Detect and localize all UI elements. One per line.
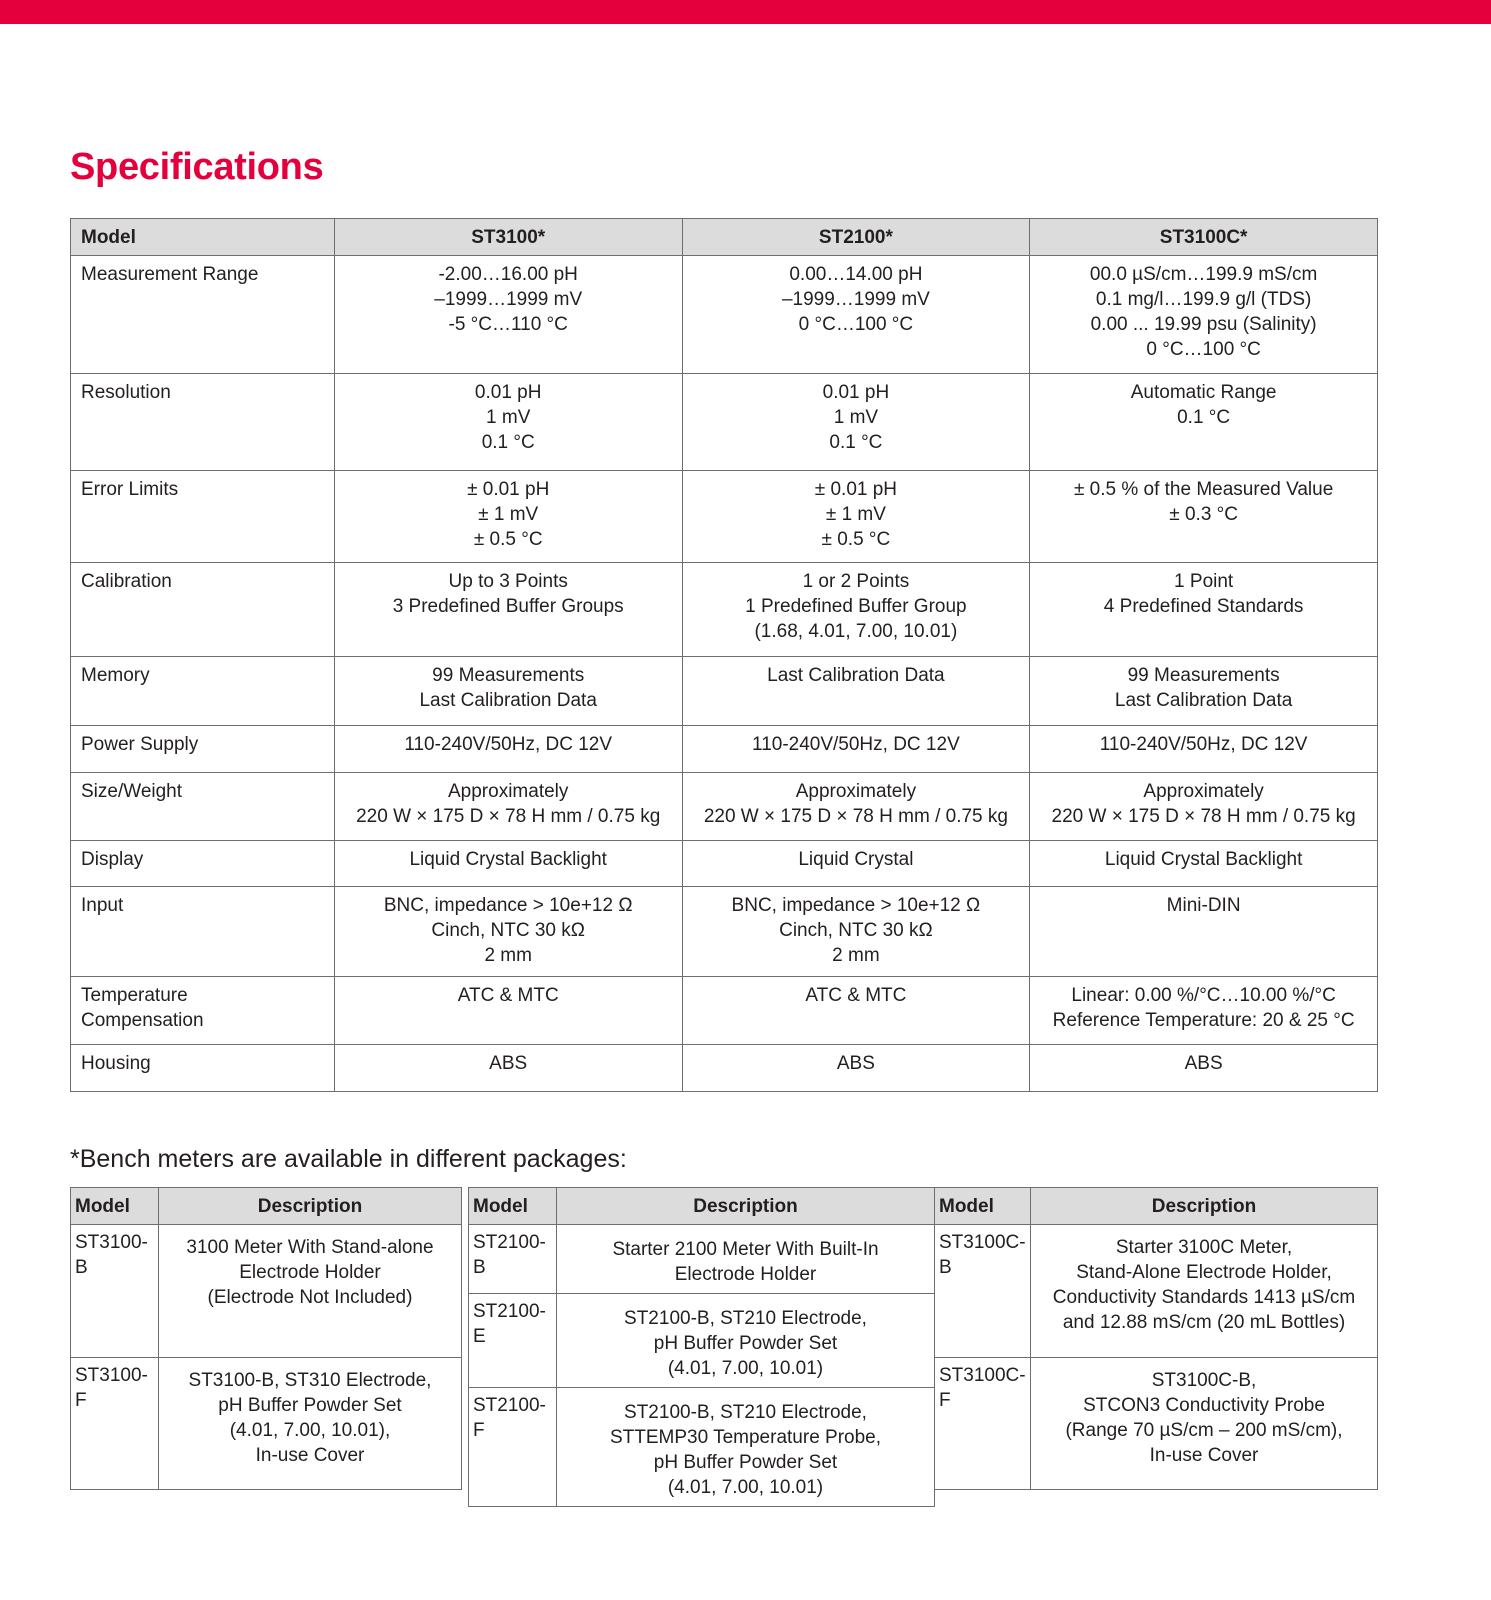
description-line: pH Buffer Powder Set (653, 1452, 838, 1473)
package-row (935, 1225, 1378, 1358)
spec-value-line: 0.1 °C (481, 432, 535, 453)
description-line: Electrode Holder (239, 1262, 381, 1283)
spec-value-line: –1999…1999 mV (781, 289, 930, 310)
spec-value-line: Approximately (795, 781, 917, 802)
package-row (469, 1294, 935, 1388)
description-line: (4.01, 7.00, 10.01) (667, 1477, 824, 1498)
description-line: ST3100C-B, (1151, 1370, 1257, 1391)
spec-cell (682, 471, 1030, 563)
label-line: Size/Weight (81, 781, 183, 802)
spec-value-line: Cinch, NTC 30 kΩ (431, 920, 585, 941)
spec-value-line: -2.00…16.00 pH (438, 264, 578, 285)
spec-value-line: 110-240V/50Hz, DC 12V (752, 734, 960, 755)
spec-value-line: ABS (489, 1053, 528, 1074)
spec-cell (334, 256, 682, 374)
spec-value-line: 1 mV (486, 407, 531, 428)
header-description: Description (159, 1188, 462, 1225)
spec-value-line: 99 Measurements (1127, 665, 1280, 686)
spec-row (71, 256, 1378, 374)
spec-cell (1030, 256, 1378, 374)
spec-cell (334, 657, 682, 726)
spec-cell (1030, 563, 1378, 657)
spec-row-label (71, 471, 335, 563)
spec-cell (1030, 773, 1378, 841)
spec-value-line: 1 mV (833, 407, 879, 428)
spec-value-line: Reference Temperature: 20 & 25 °C (1052, 1010, 1355, 1031)
spec-value-line: 1 Predefined Buffer Group (745, 596, 967, 617)
label-line: Temperature (81, 985, 188, 1006)
spec-row (71, 374, 1378, 471)
description-line: Conductivity Standards 1413 µS/cm (1052, 1287, 1356, 1308)
package-description (1031, 1358, 1378, 1490)
package-header-row (935, 1188, 1378, 1225)
spec-header-row (71, 219, 1378, 256)
spec-value-line: 00.0 µS/cm…199.9 mS/cm (1089, 264, 1318, 285)
description-line: Starter 2100 Meter With Built-In (612, 1239, 879, 1260)
spec-cell (682, 657, 1030, 726)
spec-value-line: Last Calibration Data (1114, 690, 1293, 711)
spec-value-line: 0.1 °C (829, 432, 883, 453)
spec-value-line: 0.1 mg/l…199.9 g/l (TDS) (1095, 289, 1312, 310)
spec-value-line: 0.1 °C (1177, 407, 1231, 428)
spec-row-label (71, 977, 335, 1045)
spec-row-label (71, 773, 335, 841)
package-table-st2100 (468, 1187, 935, 1507)
spec-cell (682, 256, 1030, 374)
spec-cell (334, 374, 682, 471)
spec-row (71, 841, 1378, 887)
spec-cell (1030, 841, 1378, 887)
packages-footnote: *Bench meters are available in different packages: (70, 1145, 627, 1173)
package-row (469, 1388, 935, 1507)
spec-row (71, 726, 1378, 773)
spec-value-line: Mini-DIN (1166, 895, 1241, 916)
spec-row (71, 657, 1378, 726)
spec-cell (1030, 1045, 1378, 1092)
header-description: Description (1031, 1188, 1378, 1225)
description-line: ST2100-B, ST210 Electrode, (624, 1402, 867, 1423)
description-line: (4.01, 7.00, 10.01) (667, 1358, 824, 1379)
spec-value-line: Last Calibration Data (419, 690, 597, 711)
spec-row-label (71, 256, 335, 374)
spec-value-line: (1.68, 4.01, 7.00, 10.01) (754, 621, 958, 642)
header-model: Model (71, 1188, 159, 1225)
spec-cell (334, 726, 682, 773)
spec-cell (682, 887, 1030, 977)
spec-value-line: Up to 3 Points (448, 571, 568, 592)
spec-value-line: 220 W × 175 D × 78 H mm / 0.75 kg (356, 806, 661, 827)
spec-value-line: ± 0.01 pH (467, 479, 550, 500)
spec-value-line: Approximately (1143, 781, 1264, 802)
spec-row-label (71, 841, 335, 887)
spec-row-label (71, 887, 335, 977)
spec-value-line: 220 W × 175 D × 78 H mm / 0.75 kg (1051, 806, 1356, 827)
package-row (71, 1358, 462, 1490)
package-table-st3100c (934, 1187, 1378, 1490)
specifications-table (70, 218, 1378, 1092)
spec-value-line: ± 1 mV (478, 504, 539, 525)
package-header-row (469, 1188, 935, 1225)
package-model: ST2100-E (469, 1294, 557, 1388)
spec-cell (682, 977, 1030, 1045)
spec-cell (682, 563, 1030, 657)
description-line: Stand-Alone Electrode Holder, (1076, 1262, 1332, 1283)
description-line: STTEMP30 Temperature Probe, (609, 1427, 882, 1448)
spec-cell (1030, 657, 1378, 726)
spec-value-line: Liquid Crystal (798, 849, 914, 870)
spec-value-line: 110-240V/50Hz, DC 12V (1099, 734, 1308, 755)
description-line: and 12.88 mS/cm (20 mL Bottles) (1062, 1312, 1346, 1333)
spec-cell (1030, 977, 1378, 1045)
spec-row-label (71, 726, 335, 773)
package-row (935, 1358, 1378, 1490)
spec-cell (682, 1045, 1030, 1092)
header-st2100: ST2100* (682, 219, 1030, 256)
spec-value-line: 110-240V/50Hz, DC 12V (404, 734, 613, 755)
package-header-row (71, 1188, 462, 1225)
spec-value-line: ± 0.5 % of the Measured Value (1073, 479, 1334, 500)
spec-value-line: 0.01 pH (474, 382, 542, 403)
package-description (557, 1294, 935, 1388)
spec-row (71, 887, 1378, 977)
spec-value-line: Liquid Crystal Backlight (1104, 849, 1303, 870)
spec-value-line: ± 1 mV (825, 504, 886, 525)
spec-row (71, 773, 1378, 841)
description-line: Electrode Holder (674, 1264, 817, 1285)
description-line: (4.01, 7.00, 10.01), (229, 1420, 391, 1441)
spec-row-label (71, 563, 335, 657)
package-table-st3100 (70, 1187, 462, 1490)
spec-value-line: 0.01 pH (822, 382, 890, 403)
spec-row-label (71, 1045, 335, 1092)
spec-row-label (71, 657, 335, 726)
spec-cell (334, 841, 682, 887)
spec-row (71, 563, 1378, 657)
package-model: ST2100-F (469, 1388, 557, 1507)
package-description (557, 1225, 935, 1294)
description-line: ST3100-B, ST310 Electrode, (188, 1370, 432, 1391)
spec-value-line: ATC & MTC (805, 985, 907, 1006)
header-st3100c: ST3100C* (1030, 219, 1378, 256)
label-line: Error Limits (81, 479, 179, 500)
spec-value-line: ABS (1184, 1053, 1223, 1074)
label-line: Housing (81, 1053, 151, 1074)
package-model: ST3100C-B (935, 1225, 1031, 1358)
spec-row (71, 1045, 1378, 1092)
spec-cell (1030, 374, 1378, 471)
package-model: ST3100C-F (935, 1358, 1031, 1490)
package-model: ST2100-B (469, 1225, 557, 1294)
description-line: In-use Cover (1149, 1445, 1259, 1466)
spec-value-line: ± 0.01 pH (814, 479, 898, 500)
spec-cell (682, 773, 1030, 841)
description-line: (Range 70 µS/cm – 200 mS/cm), (1065, 1420, 1343, 1441)
spec-cell (682, 841, 1030, 887)
label-line: Resolution (81, 382, 171, 403)
package-description (1031, 1225, 1378, 1358)
description-line: Starter 3100C Meter, (1115, 1237, 1293, 1258)
spec-value-line: 0.00…14.00 pH (789, 264, 923, 285)
description-line: ST2100-B, ST210 Electrode, (624, 1308, 867, 1329)
spec-cell (1030, 887, 1378, 977)
spec-value-line: ATC & MTC (457, 985, 559, 1006)
top-brand-bar (0, 0, 1491, 24)
spec-value-line: 0 °C…100 °C (798, 314, 914, 335)
spec-value-line: –1999…1999 mV (434, 289, 583, 310)
spec-value-line: 2 mm (484, 945, 532, 966)
label-line: Display (81, 849, 144, 870)
spec-value-line: 4 Predefined Standards (1103, 596, 1304, 617)
spec-value-line: 0.00 ... 19.99 psu (Salinity) (1090, 314, 1317, 335)
spec-cell (334, 1045, 682, 1092)
description-line: pH Buffer Powder Set (653, 1333, 838, 1354)
package-row (469, 1225, 935, 1294)
label-line: Measurement Range (81, 264, 259, 285)
description-line: STCON3 Conductivity Probe (1083, 1395, 1325, 1416)
package-description (557, 1388, 935, 1507)
description-line: (Electrode Not Included) (207, 1287, 413, 1308)
spec-value-line: Automatic Range (1130, 382, 1277, 403)
header-model: Model (469, 1188, 557, 1225)
package-description (159, 1358, 462, 1490)
spec-value-line: 0 °C…100 °C (1146, 339, 1261, 360)
spec-cell (334, 563, 682, 657)
header-model: Model (935, 1188, 1031, 1225)
description-line: pH Buffer Powder Set (218, 1395, 402, 1416)
spec-value-line: ABS (836, 1053, 875, 1074)
label-line: Power Supply (81, 734, 199, 755)
spec-value-line: Cinch, NTC 30 kΩ (779, 920, 933, 941)
spec-value-line: -5 °C…110 °C (448, 314, 568, 335)
header-description: Description (557, 1188, 935, 1225)
label-line: Calibration (81, 571, 172, 592)
spec-value-line: ± 0.5 °C (821, 529, 891, 550)
spec-value-line: ± 0.5 °C (473, 529, 543, 550)
spec-value-line: 220 W × 175 D × 78 H mm / 0.75 kg (703, 806, 1008, 827)
spec-cell (1030, 471, 1378, 563)
description-line: In-use Cover (255, 1445, 365, 1466)
spec-row-label (71, 374, 335, 471)
page-title: Specifications (70, 146, 324, 188)
spec-value-line: 2 mm (832, 945, 880, 966)
package-row (71, 1225, 462, 1358)
spec-value-line: 3 Predefined Buffer Groups (392, 596, 624, 617)
spec-value-line: ± 0.3 °C (1169, 504, 1238, 525)
spec-value-line: 1 Point (1174, 571, 1234, 592)
spec-cell (682, 726, 1030, 773)
spec-cell (334, 887, 682, 977)
spec-value-line: Linear: 0.00 %/°C…10.00 %/°C (1071, 985, 1336, 1006)
spec-cell (1030, 726, 1378, 773)
description-line: 3100 Meter With Stand-alone (186, 1237, 434, 1258)
header-model: Model (71, 219, 335, 256)
spec-cell (334, 977, 682, 1045)
spec-value-line: 1 or 2 Points (802, 571, 910, 592)
spec-row (71, 977, 1378, 1045)
spec-value-line: Approximately (448, 781, 569, 802)
label-line: Compensation (81, 1010, 204, 1031)
label-line: Memory (81, 665, 150, 686)
spec-value-line: BNC, impedance > 10e+12 Ω (731, 895, 981, 916)
spec-cell (334, 773, 682, 841)
package-model: ST3100-B (71, 1225, 159, 1358)
label-line: Input (81, 895, 124, 916)
spec-row (71, 471, 1378, 563)
spec-value-line: 99 Measurements (432, 665, 585, 686)
package-model: ST3100-F (71, 1358, 159, 1490)
spec-value-line: Last Calibration Data (767, 665, 945, 686)
package-description (159, 1225, 462, 1358)
spec-value-line: Liquid Crystal Backlight (409, 849, 607, 870)
spec-value-line: BNC, impedance > 10e+12 Ω (383, 895, 633, 916)
header-st3100: ST3100* (334, 219, 682, 256)
spec-cell (334, 471, 682, 563)
spec-cell (682, 374, 1030, 471)
